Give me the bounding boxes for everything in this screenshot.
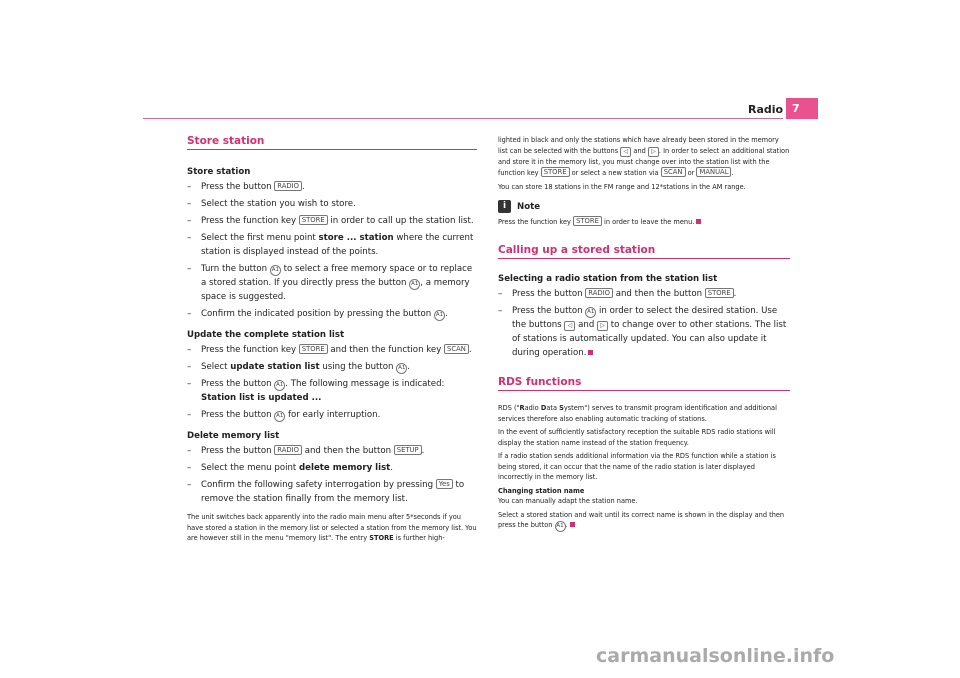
step: – Press the button A1 for early interruption. bbox=[187, 410, 381, 420]
rds-text: RDS ("Radio Data System") serves to transmit program identification and additional services therefore also enabling automatic tracking of stations. In the event of sufficiently satisfactory reception the suitable RDS radio stations will display the station name instead of the station frequency. If a radio station sends additional information via the RDS function while a station is being stored, it can occur that the name of the radio station is later displayed incorrectly in the memory list. Changing station name You can manually adapt the station name. Select a stored station and wait until its correct name is shown in the display and then press the button A1 . bbox=[498, 403, 790, 532]
step: – Select the first menu point store ... station where the current station is displayed instead of the points. bbox=[187, 233, 474, 257]
next-arrow-icon: ▷ bbox=[648, 147, 659, 157]
step: – Select the menu point delete memory list. bbox=[187, 463, 394, 473]
step: – Press the button RADIO and then the button SETUP . bbox=[187, 446, 425, 456]
subheading-changing-name: Changing station name bbox=[498, 486, 585, 495]
store-key-icon: STORE bbox=[299, 215, 328, 225]
step: – Press the function key STORE in order to call up the station list. bbox=[187, 216, 474, 226]
subheading-delete-list: Delete memory list bbox=[187, 431, 280, 441]
section-end-icon bbox=[588, 350, 593, 355]
scan-key-icon: SCAN bbox=[444, 344, 469, 354]
section-end-icon bbox=[570, 522, 575, 527]
rotary-knob-icon: A1 bbox=[270, 265, 281, 276]
step: – Press the button RADIO and then the button STORE . bbox=[498, 289, 737, 299]
subheading-store-station: Store station bbox=[187, 167, 251, 177]
step: – Select the station you wish to store. bbox=[187, 199, 356, 209]
left-column bbox=[187, 135, 477, 544]
section-heading-store-station: Store station bbox=[187, 135, 477, 150]
rotary-knob-icon: A1 bbox=[274, 380, 285, 391]
paragraph-continued: lighted in black and only the stations which have already been stored in the memory list can be selected with the buttons ◁ and ▷ . In order to select an additional station and store it in the memory list, you must change over into the station list with the function key STORE or select a new station via SCAN or MANUAL . You can store 18 stations in the FM range and 12*stations in the AM range. bbox=[498, 136, 790, 191]
scan-key-icon: SCAN bbox=[661, 167, 686, 177]
header-rule bbox=[143, 118, 783, 119]
watermark: carmanualsonline.info bbox=[596, 645, 835, 667]
next-arrow-icon: ▷ bbox=[597, 321, 608, 331]
rotary-knob-icon: A1 bbox=[555, 521, 566, 532]
radio-key-icon: RADIO bbox=[274, 181, 302, 191]
step: – Press the function key STORE and then the function key SCAN . bbox=[187, 345, 472, 355]
step: – Press the button RADIO . bbox=[187, 182, 305, 192]
store-key-icon: STORE bbox=[541, 167, 570, 177]
right-column bbox=[498, 135, 790, 535]
subheading-update-list: Update the complete station list bbox=[187, 330, 345, 340]
step: – Confirm the following safety interrogation by pressing Yes to remove the station finally from the memory list. bbox=[187, 480, 465, 504]
rotary-knob-icon: A1 bbox=[396, 363, 407, 374]
step: – Turn the button A1 to select a free memory space or to replace a stored station. If you directly press the button A1 , a memory space is suggested. bbox=[187, 264, 473, 302]
note-info-icon: i bbox=[498, 200, 511, 213]
store-key-icon: STORE bbox=[299, 344, 328, 354]
section-heading-calling-up: Calling up a stored station bbox=[498, 244, 790, 259]
rotary-knob-icon: A1 bbox=[585, 307, 596, 318]
rotary-knob-icon: A1 bbox=[274, 411, 285, 422]
subheading-select-station: Selecting a radio station from the station list bbox=[498, 274, 718, 284]
store-key-icon: STORE bbox=[705, 288, 734, 298]
radio-key-icon: RADIO bbox=[585, 288, 613, 298]
paragraph-auto-return: The unit switches back apparently into the radio main menu after 5*seconds if you have stored a station in the memory list or selected a station from the memory list. You are however still in the menu "memory list". The entry STORE is further high- bbox=[187, 513, 477, 542]
step: – Select update station list using the button A1 . bbox=[187, 362, 410, 372]
step: – Press the button A1 in order to select the desired station. Use the buttons ◁ and ▷ to change over to other stations. The list of stations is automatically updated. You can also update it during operation. bbox=[498, 306, 787, 358]
manual-key-icon: MANUAL bbox=[696, 167, 731, 177]
running-header-title: Radio bbox=[748, 103, 784, 116]
radio-key-icon: RADIO bbox=[274, 445, 302, 455]
store-key-icon: STORE bbox=[573, 216, 602, 226]
setup-key-icon: SETUP bbox=[394, 445, 422, 455]
page-number: 7 bbox=[786, 98, 818, 119]
rotary-knob-icon: A1 bbox=[434, 310, 445, 321]
section-end-icon bbox=[696, 219, 701, 224]
prev-arrow-icon: ◁ bbox=[564, 321, 575, 331]
yes-key-icon: Yes bbox=[436, 479, 453, 489]
step: – Press the button A1 . The following message is indicated: Station list is updated ... bbox=[187, 379, 445, 403]
prev-arrow-icon: ◁ bbox=[620, 147, 631, 157]
step: – Confirm the indicated position by pressing the button A1 . bbox=[187, 309, 448, 319]
rotary-knob-icon: A1 bbox=[409, 279, 420, 290]
section-heading-rds: RDS functions bbox=[498, 376, 790, 391]
note-box: i Note Press the function key STORE in order to leave the menu. bbox=[498, 200, 790, 228]
